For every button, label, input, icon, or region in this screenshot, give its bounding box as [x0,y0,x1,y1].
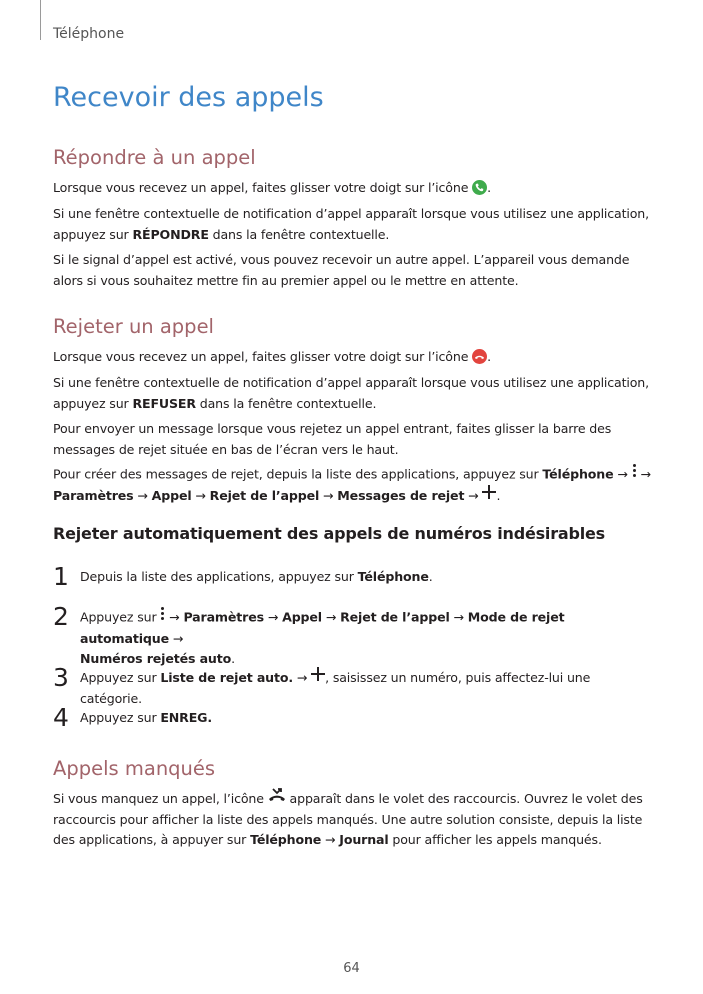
page-title: Recevoir des appels [53,82,324,113]
step-number: 3 [53,663,69,692]
missed-paragraph: Si vous manquez un appel, l’icône apparaît dans le volet des raccourcis. Ouvrez le volet des raccourcis pour afficher la liste des appels manqués. Une autre solution consiste, depuis la liste des applications, à appuyer sur Téléphone → Journal pour afficher les appels manqués. [53,789,653,851]
step-number: 1 [53,562,69,591]
step-3-text: Appuyez sur Liste de rejet auto. → , saisissez un numéro, puis affectez-lui une catégorie. [80,668,655,709]
more-options-icon [160,606,165,628]
missed-section-title: Appels manqués [53,757,216,780]
step-1-text: Depuis la liste des applications, appuyez sur Téléphone. [80,569,433,584]
answer-section-title: Répondre à un appel [53,146,256,169]
header-divider [40,0,41,40]
reject-paragraph-1: Lorsque vous recevez un appel, faites glisser votre doigt sur l’icône . [53,349,492,364]
step-number: 2 [53,602,69,631]
answer-paragraph-3: Si le signal d’appel est activé, vous pouvez recevoir un autre appel. L’appareil vous demande alors si vous souhaitez mettre fin au premier appel ou le mettre en attente. [53,252,630,288]
reject-paragraph-4: Pour créer des messages de rejet, depuis la liste des applications, appuyez sur Téléphone → → Paramètres → Appel → Rejet de l’appel → Messages de rejet → . [53,464,653,506]
add-icon [311,667,325,688]
step-4-text: Appuyez sur ENREG. [80,710,212,725]
more-options-icon [632,463,637,485]
auto-reject-subtitle: Rejeter automatiquement des appels de numéros indésirables [53,524,606,543]
phone-reject-icon [472,349,487,364]
phone-accept-icon [472,180,487,195]
reject-paragraph-3: Pour envoyer un message lorsque vous rejetez un appel entrant, faites glisser la barre des messages de rejet située en bas de l’écran vers le haut. [53,421,612,457]
answer-paragraph-1: Lorsque vous recevez un appel, faites glisser votre doigt sur l’icône . [53,180,492,195]
page-number: 64 [343,961,360,976]
reject-paragraph-2: Si une fenêtre contextuelle de notification d’appel apparaît lorsque vous utilisez une application, appuyez sur REFUSER dans la fenêtre contextuelle. [53,375,649,411]
add-icon [482,485,496,506]
step-2-text: Appuyez sur → Paramètres → Appel → Rejet de l’appel → Mode de rejet automatique → Numéros rejetés auto. [80,607,655,670]
reject-section-title: Rejeter un appel [53,315,214,338]
step-number: 4 [53,703,69,732]
chapter-label: Téléphone [53,26,125,42]
answer-paragraph-2: Si une fenêtre contextuelle de notification d’appel apparaît lorsque vous utilisez une application, appuyez sur RÉPONDRE dans la fenêtre contextuelle. [53,206,649,242]
missed-call-icon [268,788,286,809]
